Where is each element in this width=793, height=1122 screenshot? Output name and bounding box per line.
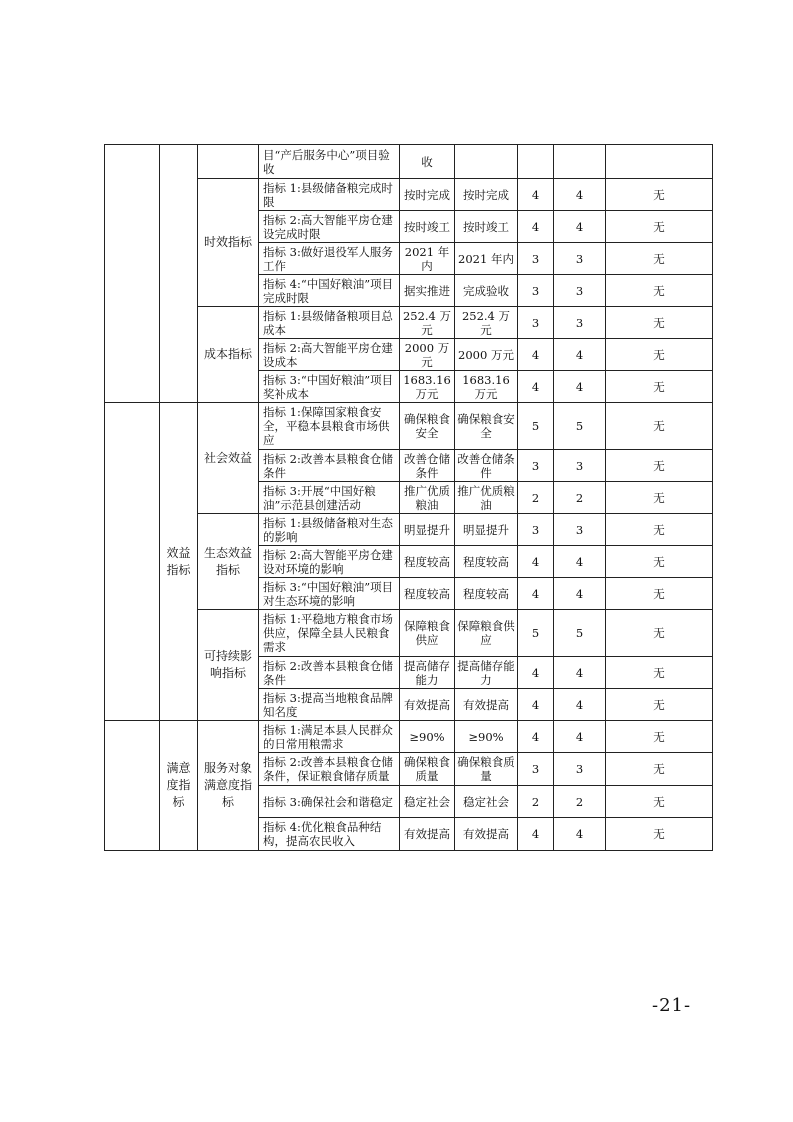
score-cell: 4: [554, 818, 606, 851]
weight-cell: 3: [518, 450, 554, 482]
weight-cell: 3: [518, 307, 554, 339]
actual-cell: [455, 145, 518, 179]
note-cell: 无: [606, 546, 713, 578]
actual-cell: 稳定社会: [455, 786, 518, 818]
note-cell: 无: [606, 482, 713, 514]
note-cell: 无: [606, 753, 713, 786]
note-cell: 无: [606, 450, 713, 482]
score-cell: 4: [554, 371, 606, 403]
score-cell: 3: [554, 307, 606, 339]
actual-cell: 提高储存能力: [455, 657, 518, 689]
actual-cell: 按时完成: [455, 179, 518, 211]
score-cell: 3: [554, 514, 606, 546]
actual-cell: 确保粮食安全: [455, 403, 518, 450]
target-cell: 稳定社会: [400, 786, 455, 818]
note-cell: 无: [606, 339, 713, 371]
score-cell: 4: [554, 179, 606, 211]
weight-cell: 4: [518, 578, 554, 610]
weight-cell: 4: [518, 721, 554, 753]
indicator-cell: 指标 1:满足本县人民群众的日常用粮需求: [259, 721, 400, 753]
actual-cell: 有效提高: [455, 818, 518, 851]
score-cell: [554, 145, 606, 179]
indicator-cell: 指标 3:做好退役军人服务工作: [259, 243, 400, 275]
score-cell: 4: [554, 721, 606, 753]
score-cell: 2: [554, 482, 606, 514]
table-body: [105, 145, 713, 851]
actual-cell: 程度较高: [455, 578, 518, 610]
actual-cell: 改善仓储条件: [455, 450, 518, 482]
indicator-cell: 指标 3:提高当地粮食品牌知名度: [259, 689, 400, 721]
blank-lead-cell: [105, 403, 160, 721]
note-cell: 无: [606, 307, 713, 339]
target-cell: 有效提高: [400, 818, 455, 851]
weight-cell: 4: [518, 371, 554, 403]
target-cell: 明显提升: [400, 514, 455, 546]
score-cell: 4: [554, 689, 606, 721]
score-cell: 2: [554, 786, 606, 818]
actual-cell: 有效提高: [455, 689, 518, 721]
target-cell: ≥90%: [400, 721, 455, 753]
actual-cell: 明显提升: [455, 514, 518, 546]
actual-cell: 完成验收: [455, 275, 518, 307]
level2-cell: 社会效益: [198, 403, 259, 514]
score-cell: 5: [554, 403, 606, 450]
weight-cell: [518, 145, 554, 179]
level2-cell: 可持续影响指标: [198, 610, 259, 721]
indicator-cell: 指标 2:改善本县粮食仓储条件，保证粮食储存质量: [259, 753, 400, 786]
target-cell: 保障粮食供应: [400, 610, 455, 657]
score-cell: 3: [554, 450, 606, 482]
note-cell: 无: [606, 179, 713, 211]
target-cell: 收: [400, 145, 455, 179]
indicator-cell: 指标 1:县级储备粮对生态的影响: [259, 514, 400, 546]
level2-cell: 时效指标: [198, 179, 259, 307]
level1-cell: [160, 145, 198, 403]
actual-cell: 1683.16 万元: [455, 371, 518, 403]
target-cell: 1683.16 万元: [400, 371, 455, 403]
weight-cell: 3: [518, 514, 554, 546]
actual-cell: 按时竣工: [455, 211, 518, 243]
note-cell: 无: [606, 721, 713, 753]
target-cell: 改善仓储条件: [400, 450, 455, 482]
blank-lead-cell: [105, 721, 160, 851]
table-row: [105, 145, 713, 179]
actual-cell: 2021 年内: [455, 243, 518, 275]
actual-cell: 确保粮食质量: [455, 753, 518, 786]
note-cell: 无: [606, 578, 713, 610]
target-cell: 推广优质粮油: [400, 482, 455, 514]
indicator-cell: 指标 4:优化粮食品种结构，提高农民收入: [259, 818, 400, 851]
page-number: -21-: [652, 995, 692, 1016]
note-cell: 无: [606, 818, 713, 851]
actual-cell: 2000 万元: [455, 339, 518, 371]
actual-cell: 推广优质粮油: [455, 482, 518, 514]
level2-cell: [198, 145, 259, 179]
score-cell: 3: [554, 275, 606, 307]
note-cell: [606, 145, 713, 179]
indicator-cell: 指标 2:高大智能平房仓建设完成时限: [259, 211, 400, 243]
note-cell: 无: [606, 403, 713, 450]
target-cell: 按时竣工: [400, 211, 455, 243]
weight-cell: 4: [518, 211, 554, 243]
score-cell: 3: [554, 753, 606, 786]
note-cell: 无: [606, 371, 713, 403]
indicator-cell: 指标 1:平稳地方粮食市场供应，保障全县人民粮食需求: [259, 610, 400, 657]
weight-cell: 5: [518, 403, 554, 450]
performance-indicator-table: [104, 144, 713, 851]
score-cell: 4: [554, 657, 606, 689]
weight-cell: 4: [518, 339, 554, 371]
indicator-cell: 指标 3:“中国好粮油”项目对生态环境的影响: [259, 578, 400, 610]
note-cell: 无: [606, 610, 713, 657]
note-cell: 无: [606, 689, 713, 721]
target-cell: 确保粮食质量: [400, 753, 455, 786]
weight-cell: 4: [518, 179, 554, 211]
note-cell: 无: [606, 243, 713, 275]
score-cell: 3: [554, 243, 606, 275]
indicator-cell: 指标 4:“中国好粮油”项目完成时限: [259, 275, 400, 307]
weight-cell: 4: [518, 546, 554, 578]
indicator-cell: 指标 3:“中国好粮油”项目奖补成本: [259, 371, 400, 403]
indicator-cell: 指标 1:县级储备粮项目总成本: [259, 307, 400, 339]
note-cell: 无: [606, 275, 713, 307]
indicator-cell: 指标 2:改善本县粮食仓储条件: [259, 450, 400, 482]
actual-cell: 保障粮食供应: [455, 610, 518, 657]
target-cell: 提高储存能力: [400, 657, 455, 689]
indicator-cell: 指标 1:县级储备粮完成时限: [259, 179, 400, 211]
note-cell: 无: [606, 514, 713, 546]
score-cell: 5: [554, 610, 606, 657]
blank-lead-cell: [105, 145, 160, 403]
indicator-cell: 指标 3:开展“中国好粮油”示范县创建活动: [259, 482, 400, 514]
target-cell: 程度较高: [400, 546, 455, 578]
target-cell: 252.4 万元: [400, 307, 455, 339]
actual-cell: 252.4 万元: [455, 307, 518, 339]
note-cell: 无: [606, 211, 713, 243]
table-row: [105, 721, 713, 753]
target-cell: 据实推进: [400, 275, 455, 307]
weight-cell: 3: [518, 243, 554, 275]
score-cell: 4: [554, 339, 606, 371]
weight-cell: 4: [518, 818, 554, 851]
table-row: [105, 403, 713, 450]
weight-cell: 4: [518, 689, 554, 721]
target-cell: 有效提高: [400, 689, 455, 721]
weight-cell: 3: [518, 275, 554, 307]
target-cell: 按时完成: [400, 179, 455, 211]
score-cell: 4: [554, 211, 606, 243]
note-cell: 无: [606, 657, 713, 689]
target-cell: 2021 年内: [400, 243, 455, 275]
level2-cell: 服务对象满意度指标: [198, 721, 259, 851]
target-cell: 程度较高: [400, 578, 455, 610]
actual-cell: ≥90%: [455, 721, 518, 753]
note-cell: 无: [606, 786, 713, 818]
weight-cell: 3: [518, 753, 554, 786]
indicator-cell: 指标 2:改善本县粮食仓储条件: [259, 657, 400, 689]
weight-cell: 5: [518, 610, 554, 657]
target-cell: 确保粮食安全: [400, 403, 455, 450]
level1-cell: 效益指标: [160, 403, 198, 721]
indicator-cell: 指标 2:高大智能平房仓建设成本: [259, 339, 400, 371]
level2-cell: 成本指标: [198, 307, 259, 403]
weight-cell: 2: [518, 786, 554, 818]
score-cell: 4: [554, 546, 606, 578]
target-cell: 2000 万元: [400, 339, 455, 371]
weight-cell: 4: [518, 657, 554, 689]
actual-cell: 程度较高: [455, 546, 518, 578]
indicator-cell: 指标 3:确保社会和谐稳定: [259, 786, 400, 818]
indicator-cell: 指标 1:保障国家粮食安全，平稳本县粮食市场供应: [259, 403, 400, 450]
level2-cell: 生态效益指标: [198, 514, 259, 610]
indicator-cell: 目“产后服务中心”项目验收: [259, 145, 400, 179]
level1-cell: 满意度指标: [160, 721, 198, 851]
score-cell: 4: [554, 578, 606, 610]
weight-cell: 2: [518, 482, 554, 514]
indicator-cell: 指标 2:高大智能平房仓建设对环境的影响: [259, 546, 400, 578]
